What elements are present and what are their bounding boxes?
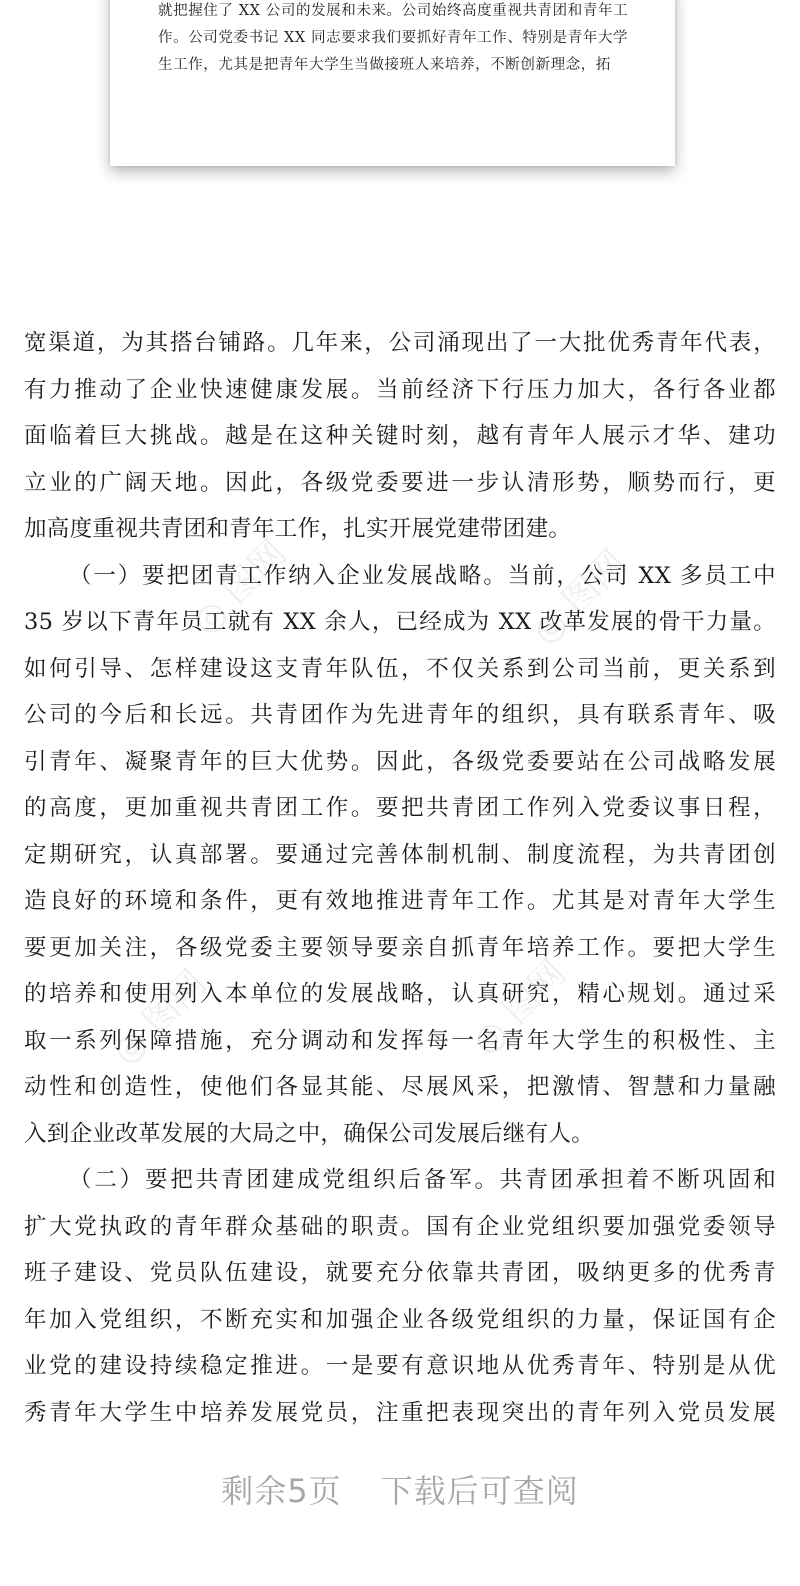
paragraph-start-line: （二）要把共青团建成党组织后备军。共青团承担着不断巩固和 (69, 1167, 776, 1193)
text-line: 加高度重视共青团和青年工作，扎实开展党建带团建。 (24, 516, 572, 542)
text-line: 动性和创造性，使他们各显其能、尽展风采，把激情、智慧和力量融 (24, 1074, 776, 1100)
text-line: 的培养和使用列入本单位的发展战略，认真研究，精心规划。通过采 (24, 981, 776, 1007)
download-to-view-label: 下载后可查阅 (380, 1472, 579, 1510)
watermark-icon: ◎ 图网 (104, 962, 215, 1073)
text-line: 如何引导、怎样建设这支青年队伍，不仅关系到公司当前，更关系到 (24, 655, 776, 682)
preview-line: 作。公司党委书记 XX 同志要求我们要抓好青年工作、特别是青年大学 (158, 30, 629, 46)
text-line: 引青年、凝聚青年的巨大优势。因此，各级党委要站在公司战略发展 (24, 748, 776, 775)
text-line: 有力推动了企业快速健康发展。当前经济下行压力加大，各行各业都 (24, 376, 776, 403)
text-line: 取一系列保障措施，充分调动和发挥每一名青年大学生的积极性、主 (24, 1027, 776, 1054)
text-line: 的高度，更加重视共青团工作。要把共青团工作列入党委议事日程， (24, 795, 776, 821)
text-line: 扩大党执政的青年群众基础的职责。国有企业党组织要加强党委领导 (24, 1213, 776, 1240)
text-line: 造良好的环境和条件，更有效地推进青年工作。尤其是对青年大学生 (24, 888, 776, 914)
watermark-icon: ◎ 图网 (464, 952, 575, 1063)
text-line: 宽渠道，为其搭台铺路。几年来，公司涌现出了一大批优秀青年代表， (24, 330, 776, 356)
text-line: 要更加关注，各级党委主要领导要亲自抓青年培养工作。要把大学生 (24, 934, 776, 961)
text-line: 班子建设、党员队伍建设，就要充分依靠共青团，吸纳更多的优秀青 (24, 1260, 776, 1286)
text-line: 业党的建设持续稳定推进。一是要有意识地从优秀青年、特别是从优 (24, 1353, 776, 1379)
paragraph-start-line: （一）要把团青工作纳入企业发展战略。当前，公司 XX 多员工中 (69, 562, 776, 589)
preview-line: 生工作，尤其是把青年大学生当做接班人来培养，不断创新理念，拓 (158, 57, 611, 73)
text-line: 立业的广阔天地。因此，各级党委要进一步认清形势，顺势而行，更 (24, 469, 776, 496)
text-line: 秀青年大学生中培养发展党员，注重把表现突出的青年列入党员发展 (24, 1399, 776, 1426)
remaining-pages-label: 剩余5页 (221, 1472, 342, 1510)
remaining-pages-notice[interactable] (0, 1466, 800, 1512)
text-line: 公司的今后和长远。共青团作为先进青年的组织，具有联系青年、吸 (24, 702, 776, 728)
text-line: 年加入党组织，不断充实和加强企业各级党组织的力量，保证国有企 (24, 1306, 776, 1333)
text-line: 35 岁以下青年员工就有 XX 余人，已经成为 XX 改革发展的骨干力量。 (24, 609, 776, 635)
watermark-icon: ◎ 图网 (184, 532, 295, 643)
watermark-icon: ◎ 图网 (524, 542, 635, 653)
text-line: 入到企业改革发展的大局之中，确保公司发展后继有人。 (24, 1120, 595, 1147)
text-line: 定期研究，认真部署。要通过完善体制机制、制度流程，为共青团创 (24, 841, 776, 868)
page-preview-card (110, 0, 675, 166)
document-body (24, 320, 776, 1436)
preview-line: 就把握住了 XX 公司的发展和未来。公司始终高度重视共青团和青年工 (158, 3, 629, 19)
text-line: 面临着巨大挑战。越是在这种关键时刻，越有青年人展示才华、建功 (24, 423, 776, 449)
